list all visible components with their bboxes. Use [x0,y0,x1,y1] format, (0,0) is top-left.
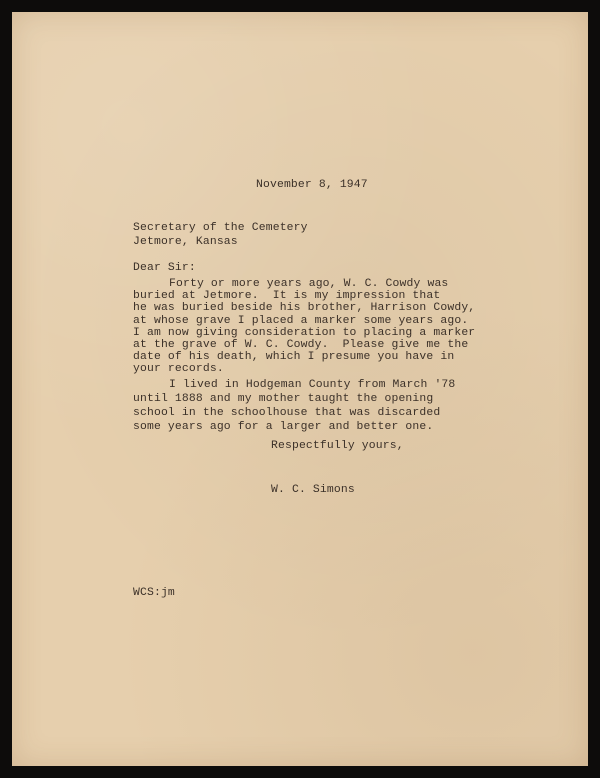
letter-date: November 8, 1947 [256,179,368,191]
paragraph-1-line: date of his death, which I presume you have in [133,351,455,364]
letter-page [12,12,588,766]
paragraph-1-line: he was buried beside his brother, Harrison Cowdy, [133,302,476,315]
recipient-line-1: Secretary of the Cemetery [133,222,308,234]
paragraph-2-line: some years ago for a larger and better one. [133,421,434,433]
paragraph-1-line: at whose grave I placed a marker some years ago. [133,314,469,327]
paragraph-2-line: I lived in Hodgeman County from March '78 [169,379,456,391]
signature: W. C. Simons [271,484,355,496]
paragraph-1-line: your records. [133,363,224,376]
paragraph-1-line: I am now giving consideration to placing a marker [133,326,476,339]
paragraph-1-line: buried at Jetmore. It is my impression that [133,290,441,303]
recipient-line-2: Jetmore, Kansas [133,236,238,248]
paragraph-1-line: at the grave of W. C. Cowdy. Please give me the [133,339,469,351]
reference-initials: WCS:jm [133,587,175,599]
closing: Respectfully yours, [271,440,404,452]
paragraph-2-line: school in the schoolhouse that was discarded [133,407,441,419]
paragraph-2-line: until 1888 and my mother taught the opening [133,393,434,405]
salutation: Dear Sir: [133,262,196,274]
paragraph-1-line: Forty or more years ago, W. C. Cowdy was [169,278,449,290]
